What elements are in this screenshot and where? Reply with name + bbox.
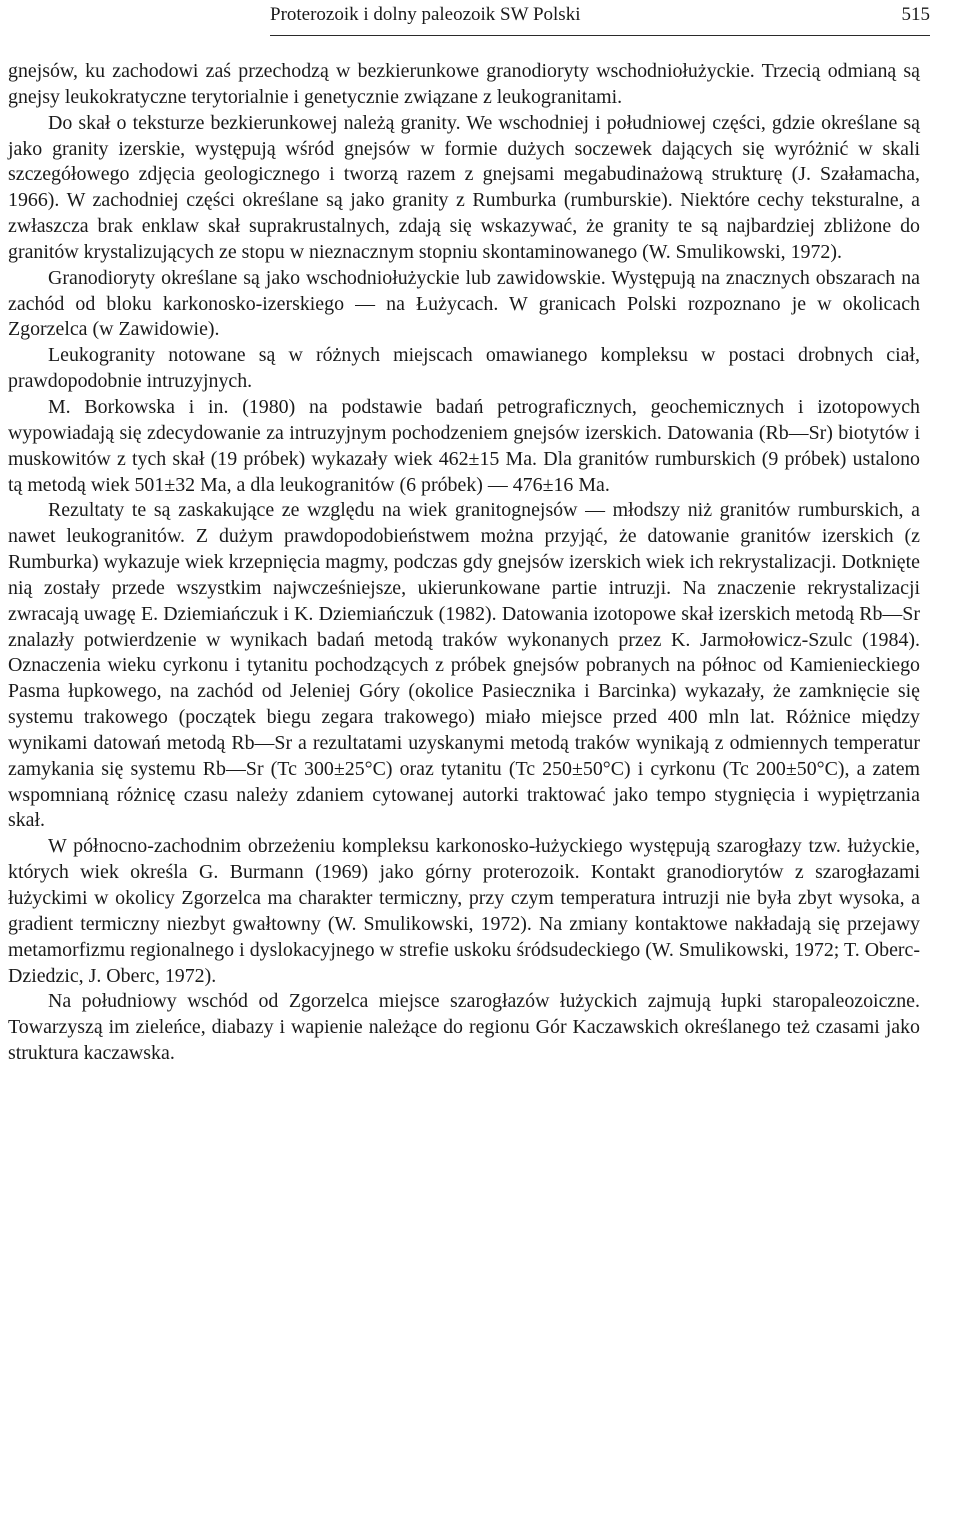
page-number: 515 (901, 4, 930, 25)
header-rule (270, 35, 930, 36)
body-text (8, 59, 920, 1067)
running-head: Proterozoik i dolny paleozoik SW Polski (270, 4, 581, 25)
paragraph-early-paleozoic-slates: Na południowy wschód od Zgorzelca miejsce szarogłazów łużyckich zajmują łupki staropaleozoiczne. Towarzyszą im zieleńce, diabazy i wapienie należące do regionu Gór Kaczawskich określanego też czasami jako struktura kaczawska. (8, 990, 920, 1065)
paragraph-gneiss-continuation: gnejsów, ku zachodowi zaś przechodzą w bezkierunkowe granodioryty wschodniołużyckie. Trzecią odmianą są gnejsy leukokratyczne terytorialnie i genetycznie związane z leukogranitami. (8, 60, 920, 108)
page-header (270, 4, 930, 34)
paragraph-lusatian-greywackes: W północno-zachodnim obrzeżeniu kompleksu karkonosko-łużyckiego występują szarogłazy tzw. łużyckie, których wiek określa G. Burmann (1969) jako górny proterozoik. Kontakt granodiorytów z szarogłazami łużyckimi w okolicy Zgorzelca ma charakter termiczny, przy czym temperatura intruzji nie była zbyt wysoka, a gradient termiczny niezbyt gwałtowny (W. Smulikowski, 1972). Na zmiany kontaktowe nakładają się przejawy metamorfizmu regionalnego i dyslokacyjnego w strefie uskoku śródsudeckiego (W. Smulikowski, 1972; T. Oberc-Dziedzic, J. Oberc, 1972). (8, 835, 920, 987)
paragraph-granodiorites: Granodioryty określane są jako wschodniołużyckie lub zawidowskie. Występują na znacznych obszarach na zachód od bloku karkonosko-izerskiego — na Łużycach. W granicach Polski rozpoznano je w okolicach Zgorzelca (w Zawidowie). (8, 266, 920, 341)
paragraph-dating-borkowska: M. Borkowska i in. (1980) na podstawie badań petrograficznych, geochemicznych i izotopowych wypowiadają się zdecydowanie za intruzyjnym pochodzeniem gnejsów izerskich. Datowania (Rb—Sr) biotytów i muskowitów z tych skał (19 próbek) wykazały wiek 462±15 Ma. Dla granitów rumburskich (9 próbek) ustalono tą metodą wiek 501±32 Ma, a dla leukogranitów (6 próbek) — 476±16 Ma. (8, 395, 920, 496)
paragraph-dating-results: Rezultaty te są zaskakujące ze względu na wiek granitognejsów — młodszy niż granitów rumburskich, a nawet leukogranitów. Z dużym prawdopodobieństwem można przyjąć, że datowanie granitów izerskich (z Rumburka) wykazuje wiek krzepnięcia magmy, podczas gdy gnejsów izerskich wiek ich rekrystalizacji. Dotknięte nią zostały przede wszystkim najwcześniejsze, ukierunkowane partie intruzji. Na znaczenie rekrystalizacji zwracają uwagę E. Dziemiańczuk i K. Dziemiańczuk (1982). Datowania izotopowe skał izerskich metodą Rb—Sr znalazły potwierdzenie w wynikach badań metodą traków wykonanych przez K. Jarmołowicz-Szulc (1984). Oznaczenia wieku cyrkonu i tytanitu pochodzących z próbek gnejsów pobranych na północ od Kamienieckiego Pasma łupkowego, na zachód od Jeleniej Góry (okolice Pasiecznika i Barcinka) wykazały, że zamknięcie się systemu trakowego (początek biegu zegara trakowego) miało miejsce przed 400 mln lat. Różnice między wynikami datowań metodą Rb—Sr a rezultatami uzyskanymi metodą traków wynikają z odmiennych temperatur zamykania się systemu Rb—Sr (Tc 300±25°C) oraz tytanitu (Tc 250±50°C) i cyrkonu (Tc 200±50°C), a zatem wspomnianą różnicę czasu należy zdaniem cytowanej autorki traktować jako tempo stygnięcia i wypiętrzania skał. (8, 499, 920, 832)
paragraph-granites: Do skał o teksturze bezkierunkowej należą granity. We wschodniej i południowej części, gdzie określane są jako granity izerskie, występują wśród gnejsów w formie dużych soczewek dających się wyróżnić w skali szczegółowego zdjęcia geologicznego i tworzą razem z gnejsami megabudinażową strukturę (J. Szałamacha, 1966). W zachodniej części określane są jako granity z Rumburka (rumburskie). Niektóre cechy teksturalne, a zwłaszcza brak enklaw skał suprakrustalnych, zdają się wskazywać, że granity te są najbardziej zbliżone do granitów krystalizujących ze stopu w nieznacznym stopniu skontaminowanego (W. Smulikowski, 1972). (8, 111, 920, 263)
paragraph-leucogranites: Leukogranity notowane są w różnych miejscach omawianego kompleksu w postaci drobnych ciał, prawdopodobnie intruzyjnych. (8, 344, 920, 393)
